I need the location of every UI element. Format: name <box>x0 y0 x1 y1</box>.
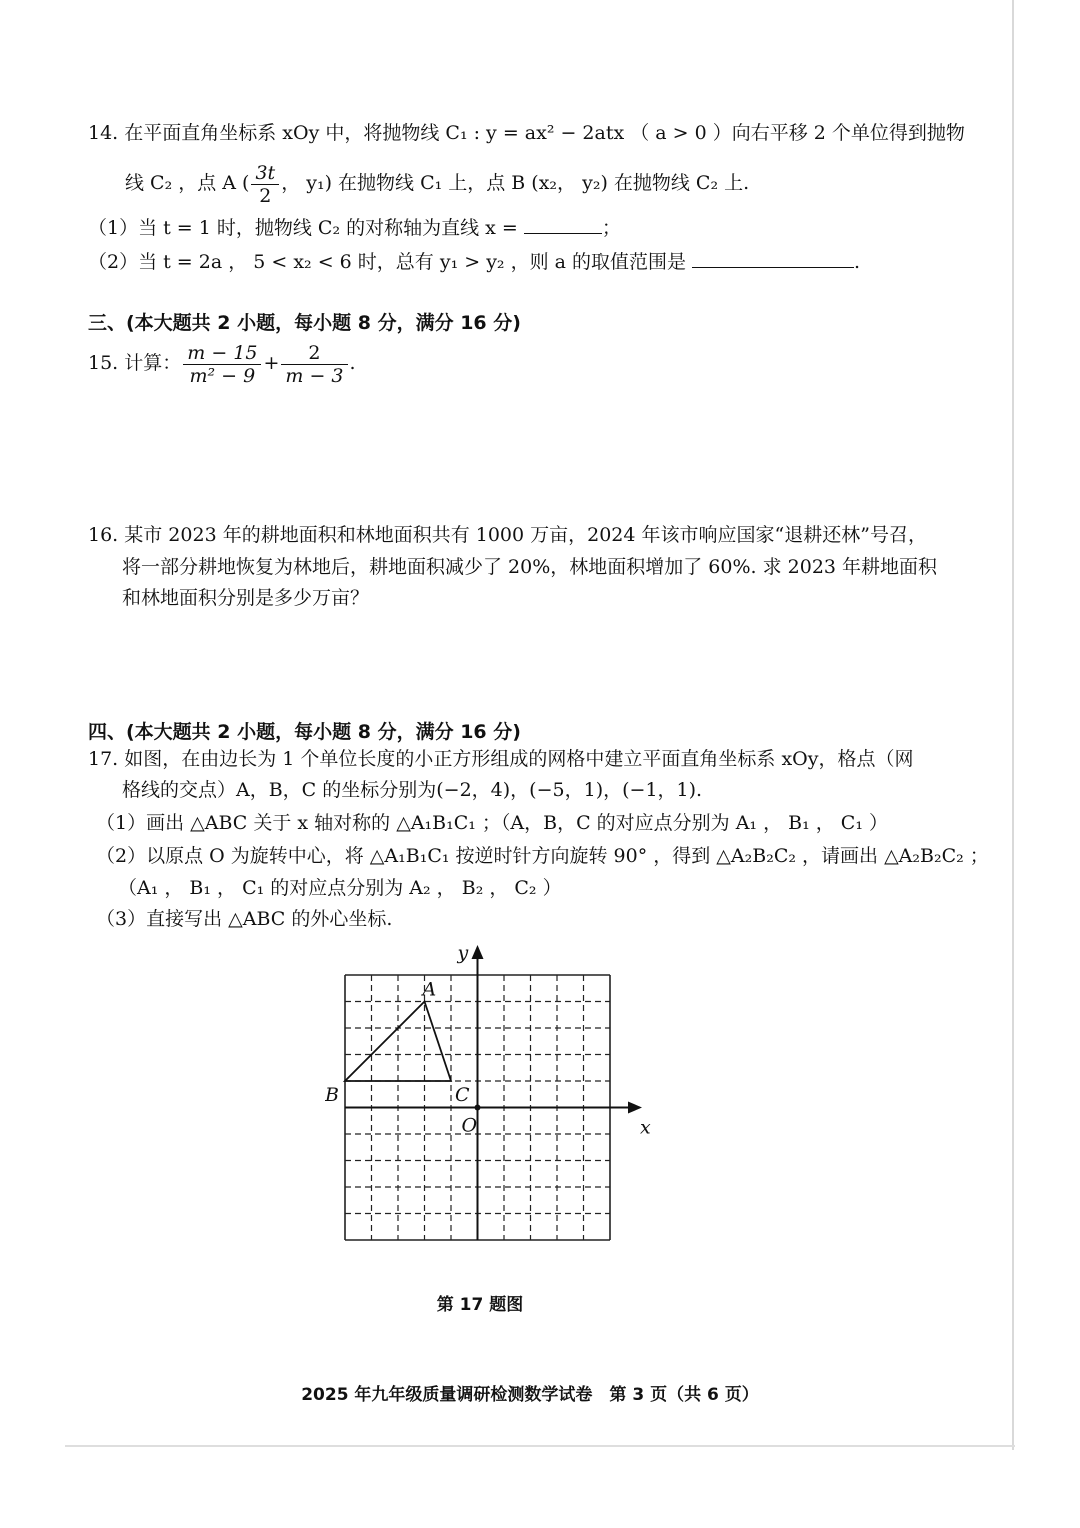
q14-text2b: ， y₁) 在抛物线 C₁ 上，点 B (x₂， y₂) 在抛物线 C₂ 上. <box>281 172 750 194</box>
section4-title: 四、(本大题共 2 小题，每小题 8 分，满分 16 分) <box>88 721 521 743</box>
q14-line1 <box>88 120 965 146</box>
q14-line2 <box>125 160 749 207</box>
q15-f1-den: m² − 9 <box>189 364 256 387</box>
q16-line3: 和林地面积分别是多少万亩？ <box>122 587 370 609</box>
grid-svg <box>325 940 655 1260</box>
q14-part1-text: （1）当 t = 1 时，抛物线 C₂ 的对称轴为直线 x = <box>88 217 518 239</box>
q15-label: 15. 计算： <box>88 352 182 374</box>
q15-f1-num: m − 15 <box>183 342 261 365</box>
q17-line2: 格线的交点）A，B，C 的坐标分别为(−2，4)，(−5，1)，(−1，1). <box>122 779 703 801</box>
q17-part2: （2）以原点 O 为旋转中心，将 △A₁B₁C₁ 按逆时针方向旋转 90° ，得到 △A₂B₂C₂ ，请画出 △A₂B₂C₂ ； <box>96 845 989 867</box>
x-axis-arrow <box>628 1102 642 1114</box>
origin-dot <box>475 1105 481 1111</box>
q16-line2: 将一部分耕地恢复为林地后，耕地面积减少了 20%，林地面积增加了 60%. 求 2023 年耕地面积 <box>122 556 938 578</box>
q14-part1-blank[interactable] <box>524 215 602 234</box>
q14-part2-end: . <box>854 251 861 273</box>
q17-part2b: （A₁ ， B₁ ， C₁ 的对应点分别为 A₂ ， B₂ ， C₂ ） <box>118 877 562 899</box>
q15-end: . <box>349 352 356 374</box>
q14-number: 14. <box>88 122 119 144</box>
q16-text1: 某市 2023 年的耕地面积和林地面积共有 1000 万亩，2024 年该市响应国家“退耕还林”号召， <box>124 524 927 546</box>
q14-fraction <box>251 162 279 207</box>
page-footer: 2025 年九年级质量调研检测数学试卷 第 3 页（共 6 页） <box>301 1385 759 1405</box>
q16-number: 16. <box>88 524 119 546</box>
q17-part3: （3）直接写出 △ABC 的外心坐标. <box>96 908 393 930</box>
q14-part2-text: （2）当 t = 2a ， 5 < x₂ < 6 时，总有 y₁ > y₂ ，则 a 的取值范围是 <box>88 251 686 273</box>
label-x: x <box>640 1116 651 1139</box>
q15-fraction1 <box>183 342 261 387</box>
q14-text1: 在平面直角坐标系 xOy 中，将抛物线 C₁ : y = ax² − 2atx （ a > 0 ）向右平移 2 个单位得到抛物 <box>124 122 965 144</box>
q14-part1-end: ； <box>601 217 621 239</box>
label-o: O <box>461 1114 478 1137</box>
label-a: A <box>422 978 437 1001</box>
q15-f2-den: m − 3 <box>285 364 344 387</box>
figure-labels <box>325 942 651 1139</box>
q14-frac-num: 3t <box>251 162 279 185</box>
q14-frac-den: 2 <box>259 184 272 207</box>
q16-line1 <box>88 522 927 548</box>
q14-part2 <box>88 249 860 275</box>
q17-part1: （1）画出 △ABC 关于 x 轴对称的 △A₁B₁C₁ ；（A，B，C 的对应点分别为 A₁ ， B₁ ， C₁ ） <box>96 812 888 834</box>
label-y: y <box>457 942 469 964</box>
coordinate-grid-figure <box>325 940 655 1260</box>
q14-text2a: 线 C₂ ，点 A ( <box>125 172 250 194</box>
q15-line <box>88 338 356 388</box>
page-edge-shadow <box>1012 0 1014 1450</box>
q17-line1: 17. 如图，在由边长为 1 个单位长度的小正方形组成的网格中建立平面直角坐标系 xOy，格点（网 <box>88 748 914 770</box>
label-b: B <box>325 1084 339 1106</box>
q14-part2-blank[interactable] <box>692 249 854 268</box>
axes <box>345 945 642 1240</box>
section3-title: 三、(本大题共 2 小题，每小题 8 分，满分 16 分) <box>88 312 521 334</box>
figure-caption: 第 17 题图 <box>436 1295 524 1315</box>
q15-f2-num: 2 <box>281 342 347 365</box>
page-bottom-edge <box>65 1445 1015 1447</box>
q15-plus: + <box>263 352 280 374</box>
q14-part1 <box>88 215 621 241</box>
y-axis-arrow <box>472 945 484 959</box>
label-c: C <box>455 1084 470 1106</box>
q15-fraction2 <box>281 342 347 387</box>
